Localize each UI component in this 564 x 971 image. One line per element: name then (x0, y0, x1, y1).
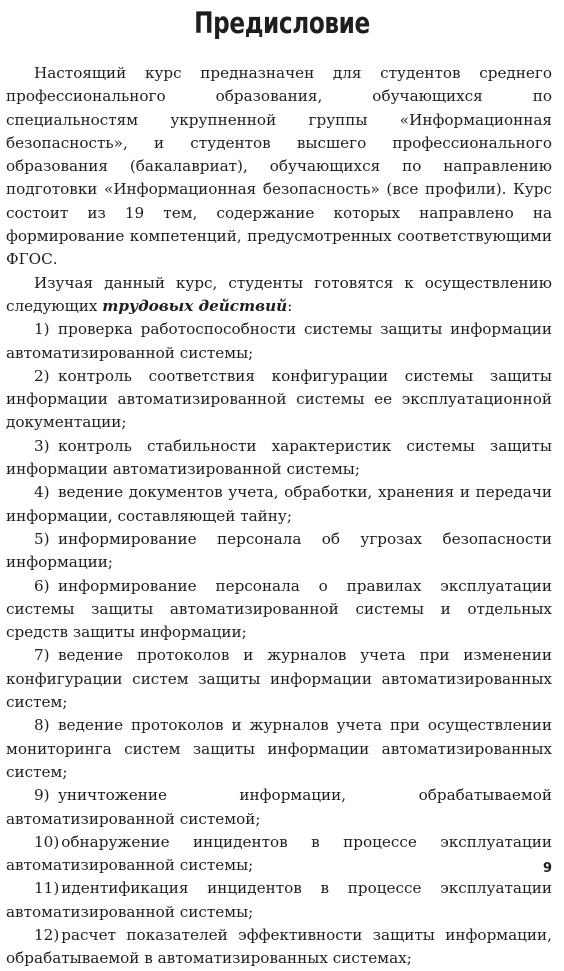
list-item-text: уничтожение информации, обрабатываемой автоматизированной системой; (6, 786, 552, 828)
list-item-number: 11) (34, 879, 60, 898)
list-item-text: обнаружение инцидентов в процессе эксплуатации автоматизированной системы; (6, 832, 552, 875)
list-item (6, 831, 552, 878)
list-item (6, 784, 552, 831)
lead-colon: : (287, 296, 293, 315)
list-item (6, 924, 552, 971)
list-item-text: информирование персонала о правилах эксплуатации системы защиты автоматизированной системы и отдельных средств защиты информации; (6, 576, 552, 642)
list-item-number: 8) (34, 716, 50, 735)
list-item-text: информирование персонала об угрозах безопасности информации; (6, 529, 552, 572)
list-item (6, 575, 552, 645)
list-item-number: 5) (34, 529, 50, 548)
list-item-text: контроль стабильности характеристик системы защиты информации автоматизированной системы; (6, 436, 552, 479)
list-item (6, 435, 552, 482)
list-item-number: 12) (34, 925, 60, 944)
list-item-number: 6) (34, 576, 50, 595)
list-item-number: 1) (34, 320, 50, 339)
list-item (6, 365, 552, 435)
list-item (6, 644, 552, 714)
list-item (6, 528, 552, 575)
list-item-number: 2) (34, 366, 50, 385)
page-title: Предисловие (194, 6, 370, 40)
lead-paragraph (6, 272, 552, 319)
list-item-text: проверка работоспособности системы защиты информации автоматизированной системы; (6, 320, 552, 362)
intro-paragraph: Настоящий курс предназначен для студентов среднего профессионального образования, обучающихся по специальностям укрупненной группы «Информационная безопасность», и студентов высшего профессионального образования (бакалавриат), обучающихся по направлению подготовки «Информационная безопасность» (все профили). Курс состоит из 19 тем, содержание которых направлено на формирование компетенций, предусмотренных соответствующими ФГОС. (6, 64, 552, 269)
lead-emphasis: трудовых действий (102, 296, 288, 315)
list-item-number: 9) (34, 786, 50, 805)
list-item-text: контроль соответствия конфигурации системы защиты информации автоматизированной системы ее эксплуатационной документации; (6, 366, 552, 432)
list-item-text: ведение протоколов и журналов учета при изменении конфигурации систем защиты информации автоматизированных систем; (6, 646, 552, 712)
list-item-text: идентификация инцидентов в процессе эксплуатации автоматизированной системы; (6, 879, 552, 921)
preface-body (6, 62, 552, 971)
list-item-number: 10) (34, 832, 60, 851)
list-item-number: 7) (34, 646, 50, 665)
page-number: 9 (542, 861, 552, 876)
list-item (6, 714, 552, 784)
list-item-number: 3) (34, 436, 50, 455)
list-item-text: ведение документов учета, обработки, хранения и передачи информации, составляющей тайну; (6, 483, 552, 525)
list-item (6, 481, 552, 528)
list-item-text: ведение протоколов и журналов учета при осуществлении мониторинга систем защиты информации автоматизированных систем; (6, 716, 552, 781)
list-item-number: 4) (34, 483, 50, 502)
lead-text: Изучая данный курс, студенты готовятся к осуществлению следующих (6, 273, 552, 315)
list-item (6, 877, 552, 924)
list-item-text: расчет показателей эффективности защиты информации, обрабатываемой в автоматизированных системах; (6, 925, 552, 968)
list-item (6, 318, 552, 365)
